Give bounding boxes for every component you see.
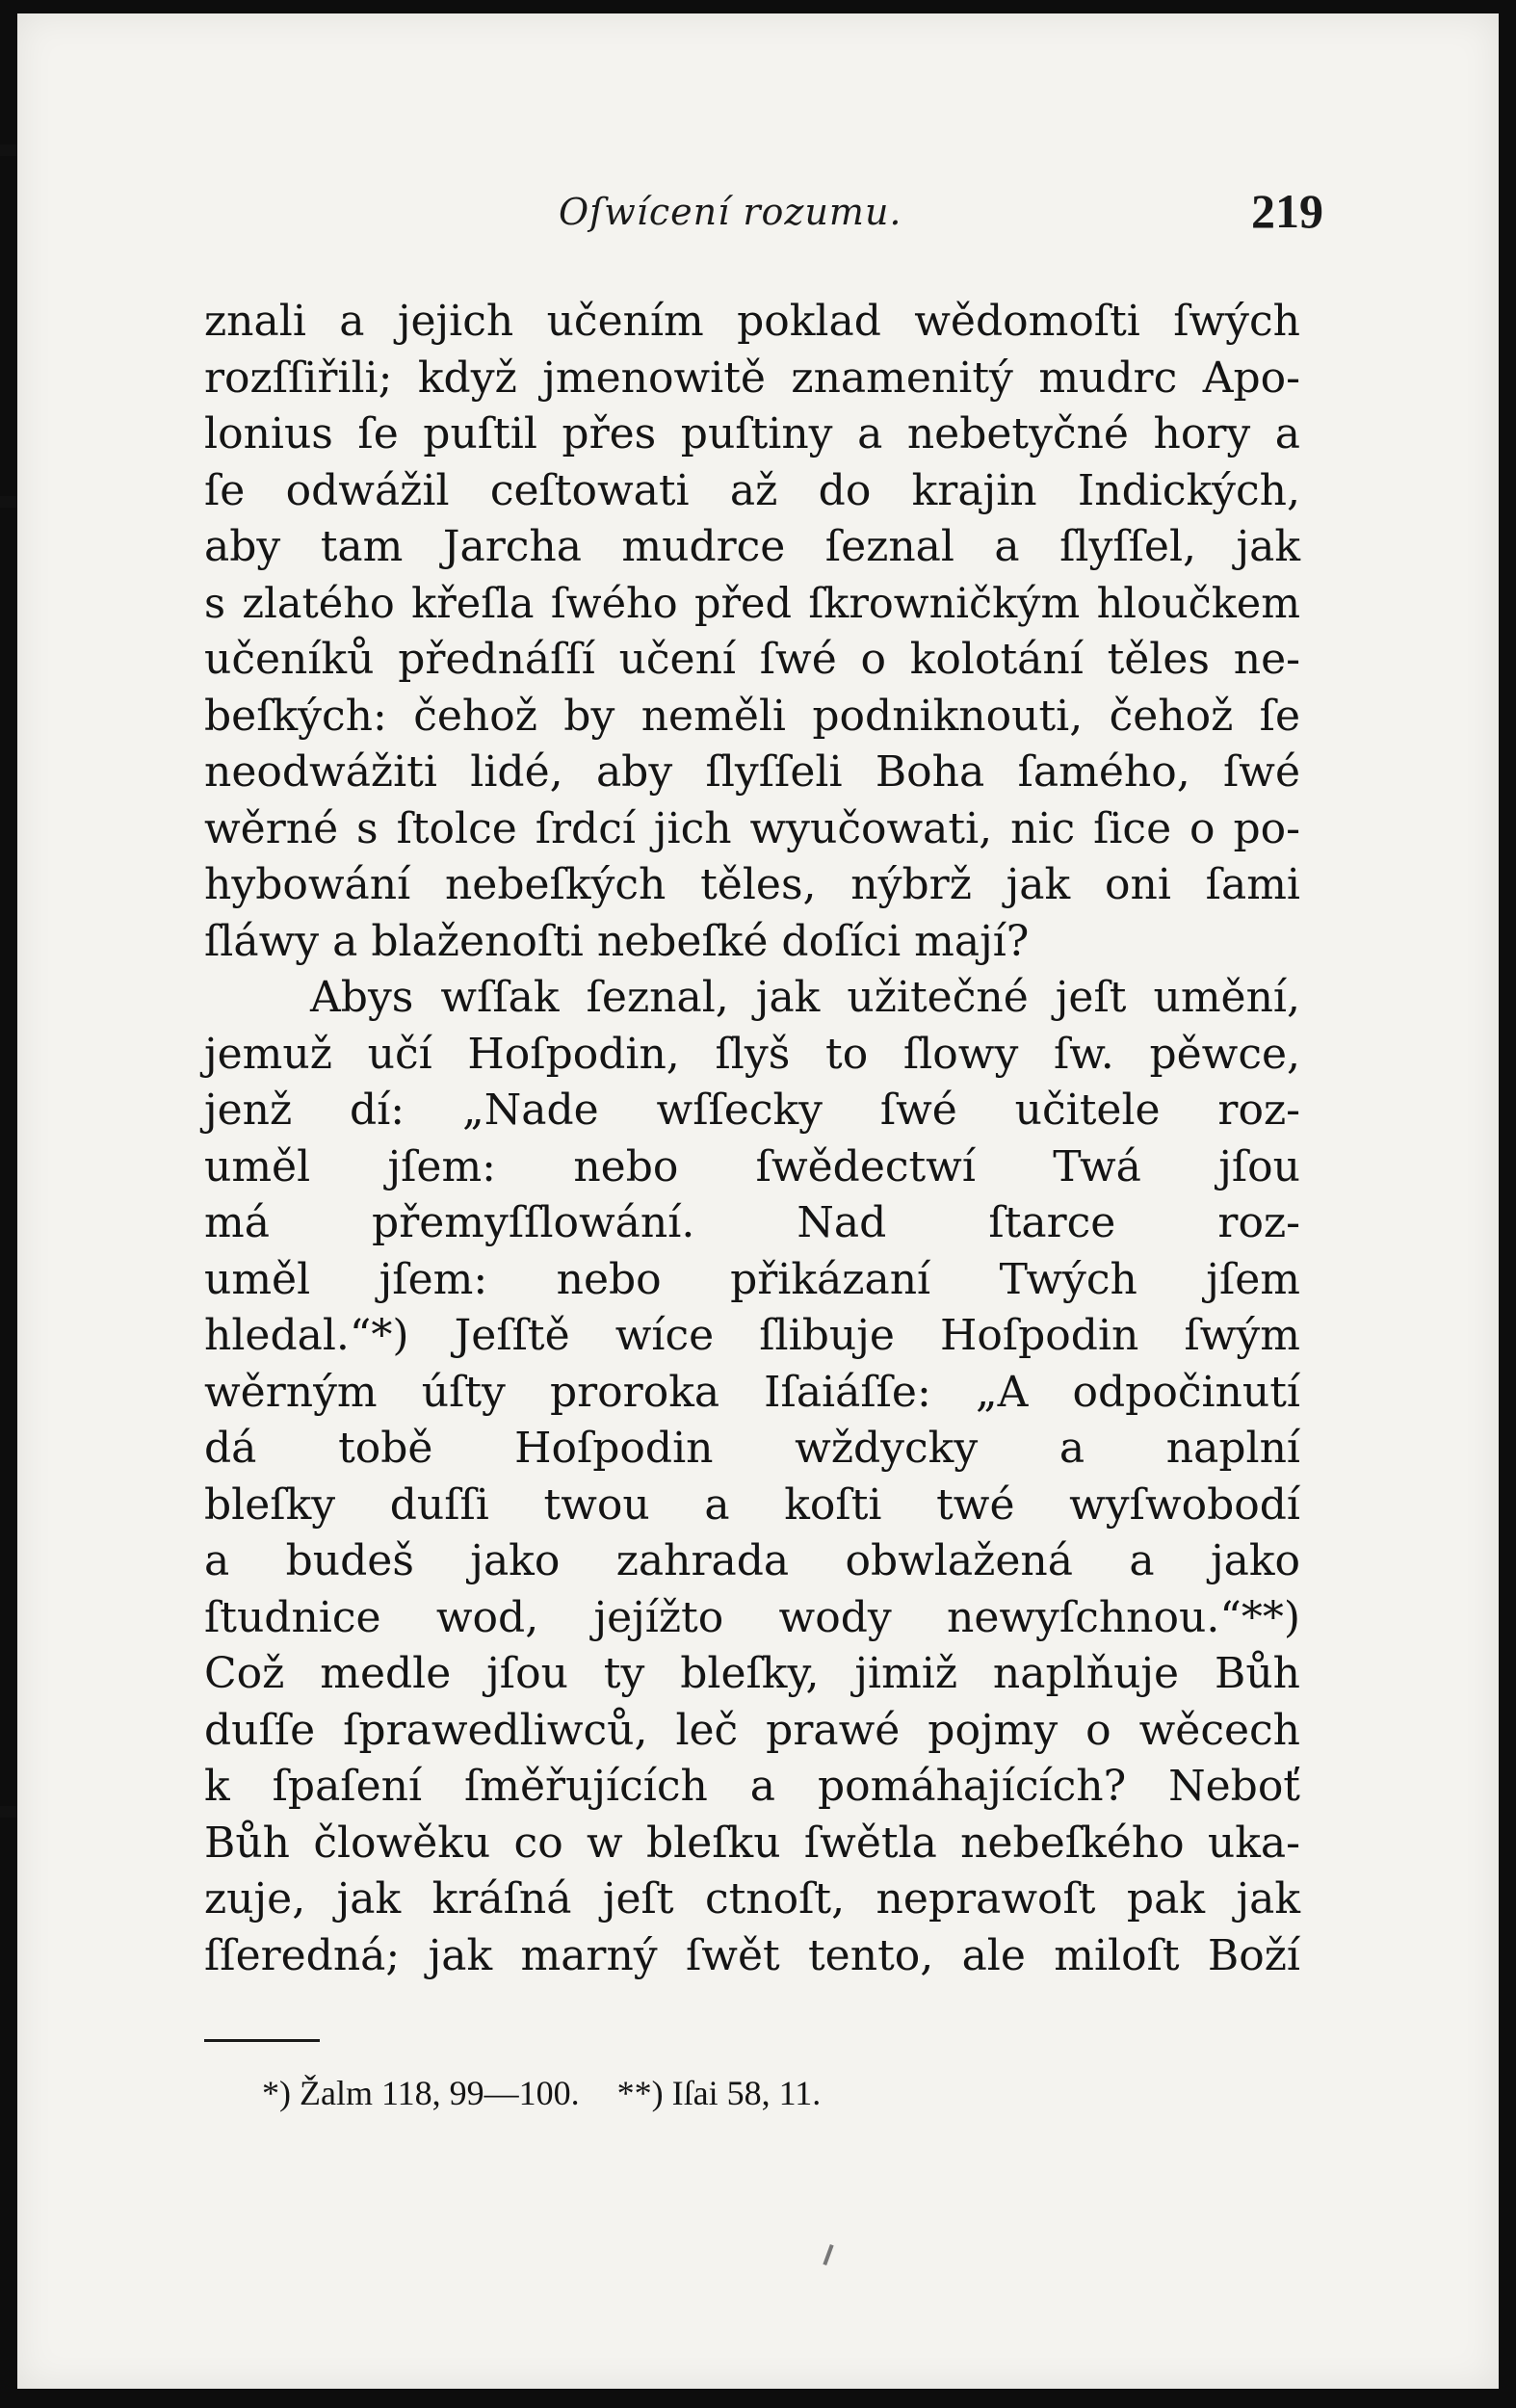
text-line: Bůh člowěku co w bleſku ſwětla nebeſkého uka- [204, 1818, 1300, 1868]
text-line: bleſky duſſi twou a koſti twé wyſwobodí [204, 1479, 1300, 1530]
text-line: uměl jſem: nebo ſwědectwí Twá jſou [204, 1141, 1300, 1191]
page-number: 219 [1251, 184, 1323, 238]
footnotes [262, 2073, 849, 2113]
text-line: Abys wſſak ſeznal, jak užitečné jeſt umění, [310, 973, 1300, 1022]
text-line: duſſe ſprawedliwců, leč prawé pojmy o wěcech [204, 1705, 1300, 1755]
text-line: jemuž učí Hoſpodin, ſlyš to ſlowy ſw. pěwce, [204, 1029, 1300, 1079]
text-line: wěrným úſty proroka Iſaiáſſe: „A odpočinutí [204, 1367, 1300, 1417]
text-line: zuje, jak kráſná jeſt ctnoſt, neprawoſt pak jak [204, 1874, 1300, 1924]
footnote-isaiah: **) Iſai 58, 11. [616, 2074, 822, 2112]
text-line: ſſeredná; jak marný ſwět tento, ale miloſt Boží [204, 1930, 1300, 1980]
body-text [204, 294, 1300, 1984]
text-line: hybowání nebeſkých těles, nýbrž jak oni ſami [204, 860, 1300, 909]
text-line: uměl jſem: nebo přikázaní Twých jſem [204, 1254, 1300, 1304]
text-line: a budeš jako zahrada obwlažená a jako [204, 1536, 1300, 1585]
page-header [202, 183, 1323, 250]
text-line: lonius ſe puſtil přes puſtiny a nebetyčné hory a [204, 409, 1300, 458]
text-line: wěrné s ſtolce ſrdcí jich wyučowati, nic ſice o po- [204, 803, 1300, 853]
scan-left-edge [0, 0, 13, 2408]
text-line: beſkých: čehož by neměli podniknouti, čehož ſe [204, 691, 1300, 741]
text-line: ſláwy a blaženoſti nebeſké doſíci mají? [204, 916, 1030, 966]
text-line: dá tobě Hoſpodin wždycky a naplní [204, 1424, 1300, 1473]
text-line: s zlatého křeſla ſwého před ſkrowničkým hloučkem [204, 579, 1300, 628]
text-line: aby tam Jarcha mudrce ſeznal a ſlyſſel, jak [204, 522, 1300, 571]
footnote-rule [204, 2039, 320, 2042]
text-line: ſtudnice wod, jejížto wody newyſchnou.“**) [204, 1592, 1300, 1642]
text-line: neodwážiti lidé, aby ſlyſſeli Boha ſamého, ſwé [204, 747, 1300, 797]
text-line: rozſſiřili; když jmenowitě znamenitý mudrc Apo- [204, 353, 1300, 403]
text-line: k ſpaſení ſměřujících a pomáhajících? Neboť [204, 1762, 1300, 1811]
text-line: učeníků přednáſſí učení ſwé o kolotání těles ne- [204, 635, 1300, 684]
running-head: Oſwícení rozumu. [559, 191, 902, 233]
text-line: ſe odwážil ceſtowati až do krajin Indických, [204, 465, 1300, 515]
text-line: hledal.“*) Jeſſtě wíce ſlibuje Hoſpodin ſwým [204, 1311, 1300, 1360]
text-line: znali a jejich učením poklad wědomoſti ſwých [204, 297, 1300, 346]
text-line: jenž dí: „Nade wſſecky ſwé učitele roz- [204, 1086, 1300, 1135]
text-line: má přemyſſlowání. Nad ſtarce roz- [204, 1198, 1300, 1247]
text-line: Což medle jſou ty bleſky, jimiž naplňuje Bůh [204, 1649, 1300, 1698]
footnote-psalm: *) Žalm 118, 99—100. [262, 2074, 580, 2112]
